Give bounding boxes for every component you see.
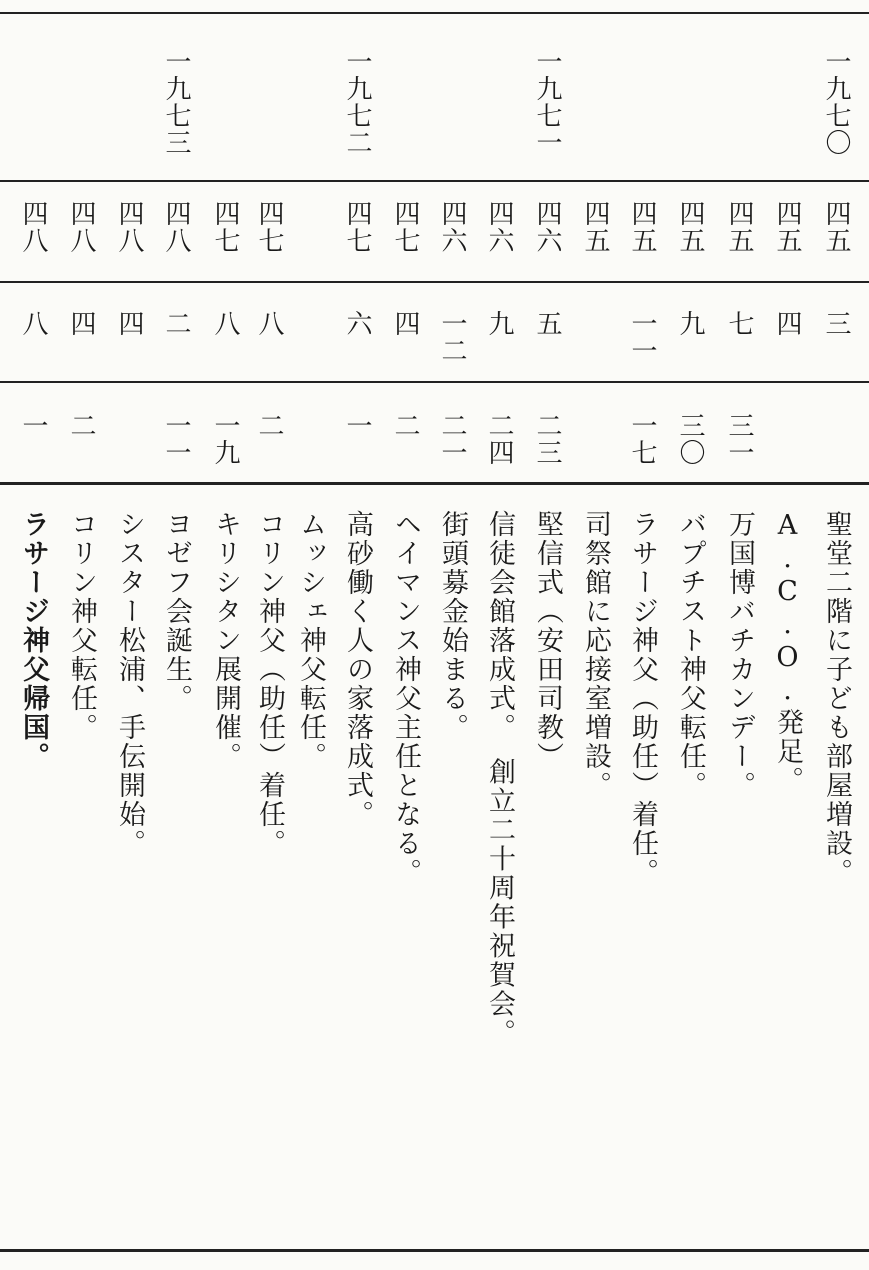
event-16: コリン神父転任。 [66,510,97,742]
event-12: コリン神父（助任）着任。 [254,510,285,858]
showa-year-6: 四六 [532,200,562,254]
showa-year-16: 四八 [66,200,96,254]
month-8: 一二 [437,310,467,364]
event-8: 街頭募金始まる。 [437,510,468,742]
month-2: 七 [724,310,754,337]
event-6: 堅信式（安田司教） [532,510,563,771]
showa-year-4: 四五 [627,200,657,254]
event-2: 万国博バチカンデー。 [724,510,755,800]
day-9: 二 [390,412,420,439]
showa-year-5: 四五 [580,200,610,254]
showa-year-9: 四七 [390,200,420,254]
month-7: 九 [484,310,514,337]
event-4: ラサージ神父（助任）着任。 [627,510,658,887]
showa-year-3: 四五 [675,200,705,254]
rule-showa [0,281,869,283]
showa-year-1: 四五 [772,200,802,254]
event-15: シスター松浦、手伝開始。 [114,510,145,858]
rule-year [0,180,869,182]
day-13: 一九 [210,412,240,466]
day-17: 一 [18,412,48,439]
event-1: A.C.O.発足。 [772,510,803,795]
day-16: 二 [66,412,96,439]
month-0: 三 [821,310,851,337]
showa-year-15: 四八 [114,200,144,254]
event-0: 聖堂二階に子ども部屋増設。 [821,510,852,887]
year-6: 一九七一 [532,48,562,156]
rule-day [0,482,869,485]
month-12: 八 [254,310,284,337]
day-6: 二三 [532,412,562,466]
event-13: キリシタン展開催。 [210,510,241,771]
event-7: 信徒会館落成式。 創立二十周年祝賀会。 [484,510,515,1048]
year-10: 一九七二 [342,48,372,156]
event-11: ムッシェ神父転任。 [295,510,326,771]
day-2: 三一 [724,412,754,466]
month-13: 八 [210,310,240,337]
showa-year-17: 四八 [18,200,48,254]
showa-year-0: 四五 [821,200,851,254]
day-4: 一七 [627,412,657,466]
event-9: ヘイマンス神父主任となる。 [390,510,421,887]
month-14: 二 [161,310,191,337]
event-14: ヨゼフ会誕生。 [161,510,192,713]
showa-year-7: 四六 [484,200,514,254]
event-10: 高砂働く人の家落成式。 [342,510,373,829]
event-5: 司祭館に応接室増設。 [580,510,611,800]
month-1: 四 [772,310,802,337]
day-14: 一一 [161,412,191,466]
month-16: 四 [66,310,96,337]
month-9: 四 [390,310,420,337]
day-12: 二 [254,412,284,439]
month-10: 六 [342,310,372,337]
showa-year-10: 四七 [342,200,372,254]
month-3: 九 [675,310,705,337]
day-10: 一 [342,412,372,439]
month-15: 四 [114,310,144,337]
rule-bottom [0,1249,869,1252]
rule-month [0,381,869,383]
year-14: 一九七三 [161,48,191,156]
showa-year-8: 四六 [437,200,467,254]
month-4: 一一 [627,310,657,364]
showa-year-12: 四七 [254,200,284,254]
rule-top [0,12,869,14]
showa-year-13: 四七 [210,200,240,254]
year-0: 一九七〇 [821,48,851,156]
event-3: バプチスト神父転任。 [675,510,706,800]
day-8: 二一 [437,412,467,466]
event-17: ラサージ神父帰国。 [18,510,49,771]
day-3: 三〇 [675,412,705,466]
showa-year-14: 四八 [161,200,191,254]
month-17: 八 [18,310,48,337]
day-7: 二四 [484,412,514,466]
month-6: 五 [532,310,562,337]
showa-year-2: 四五 [724,200,754,254]
